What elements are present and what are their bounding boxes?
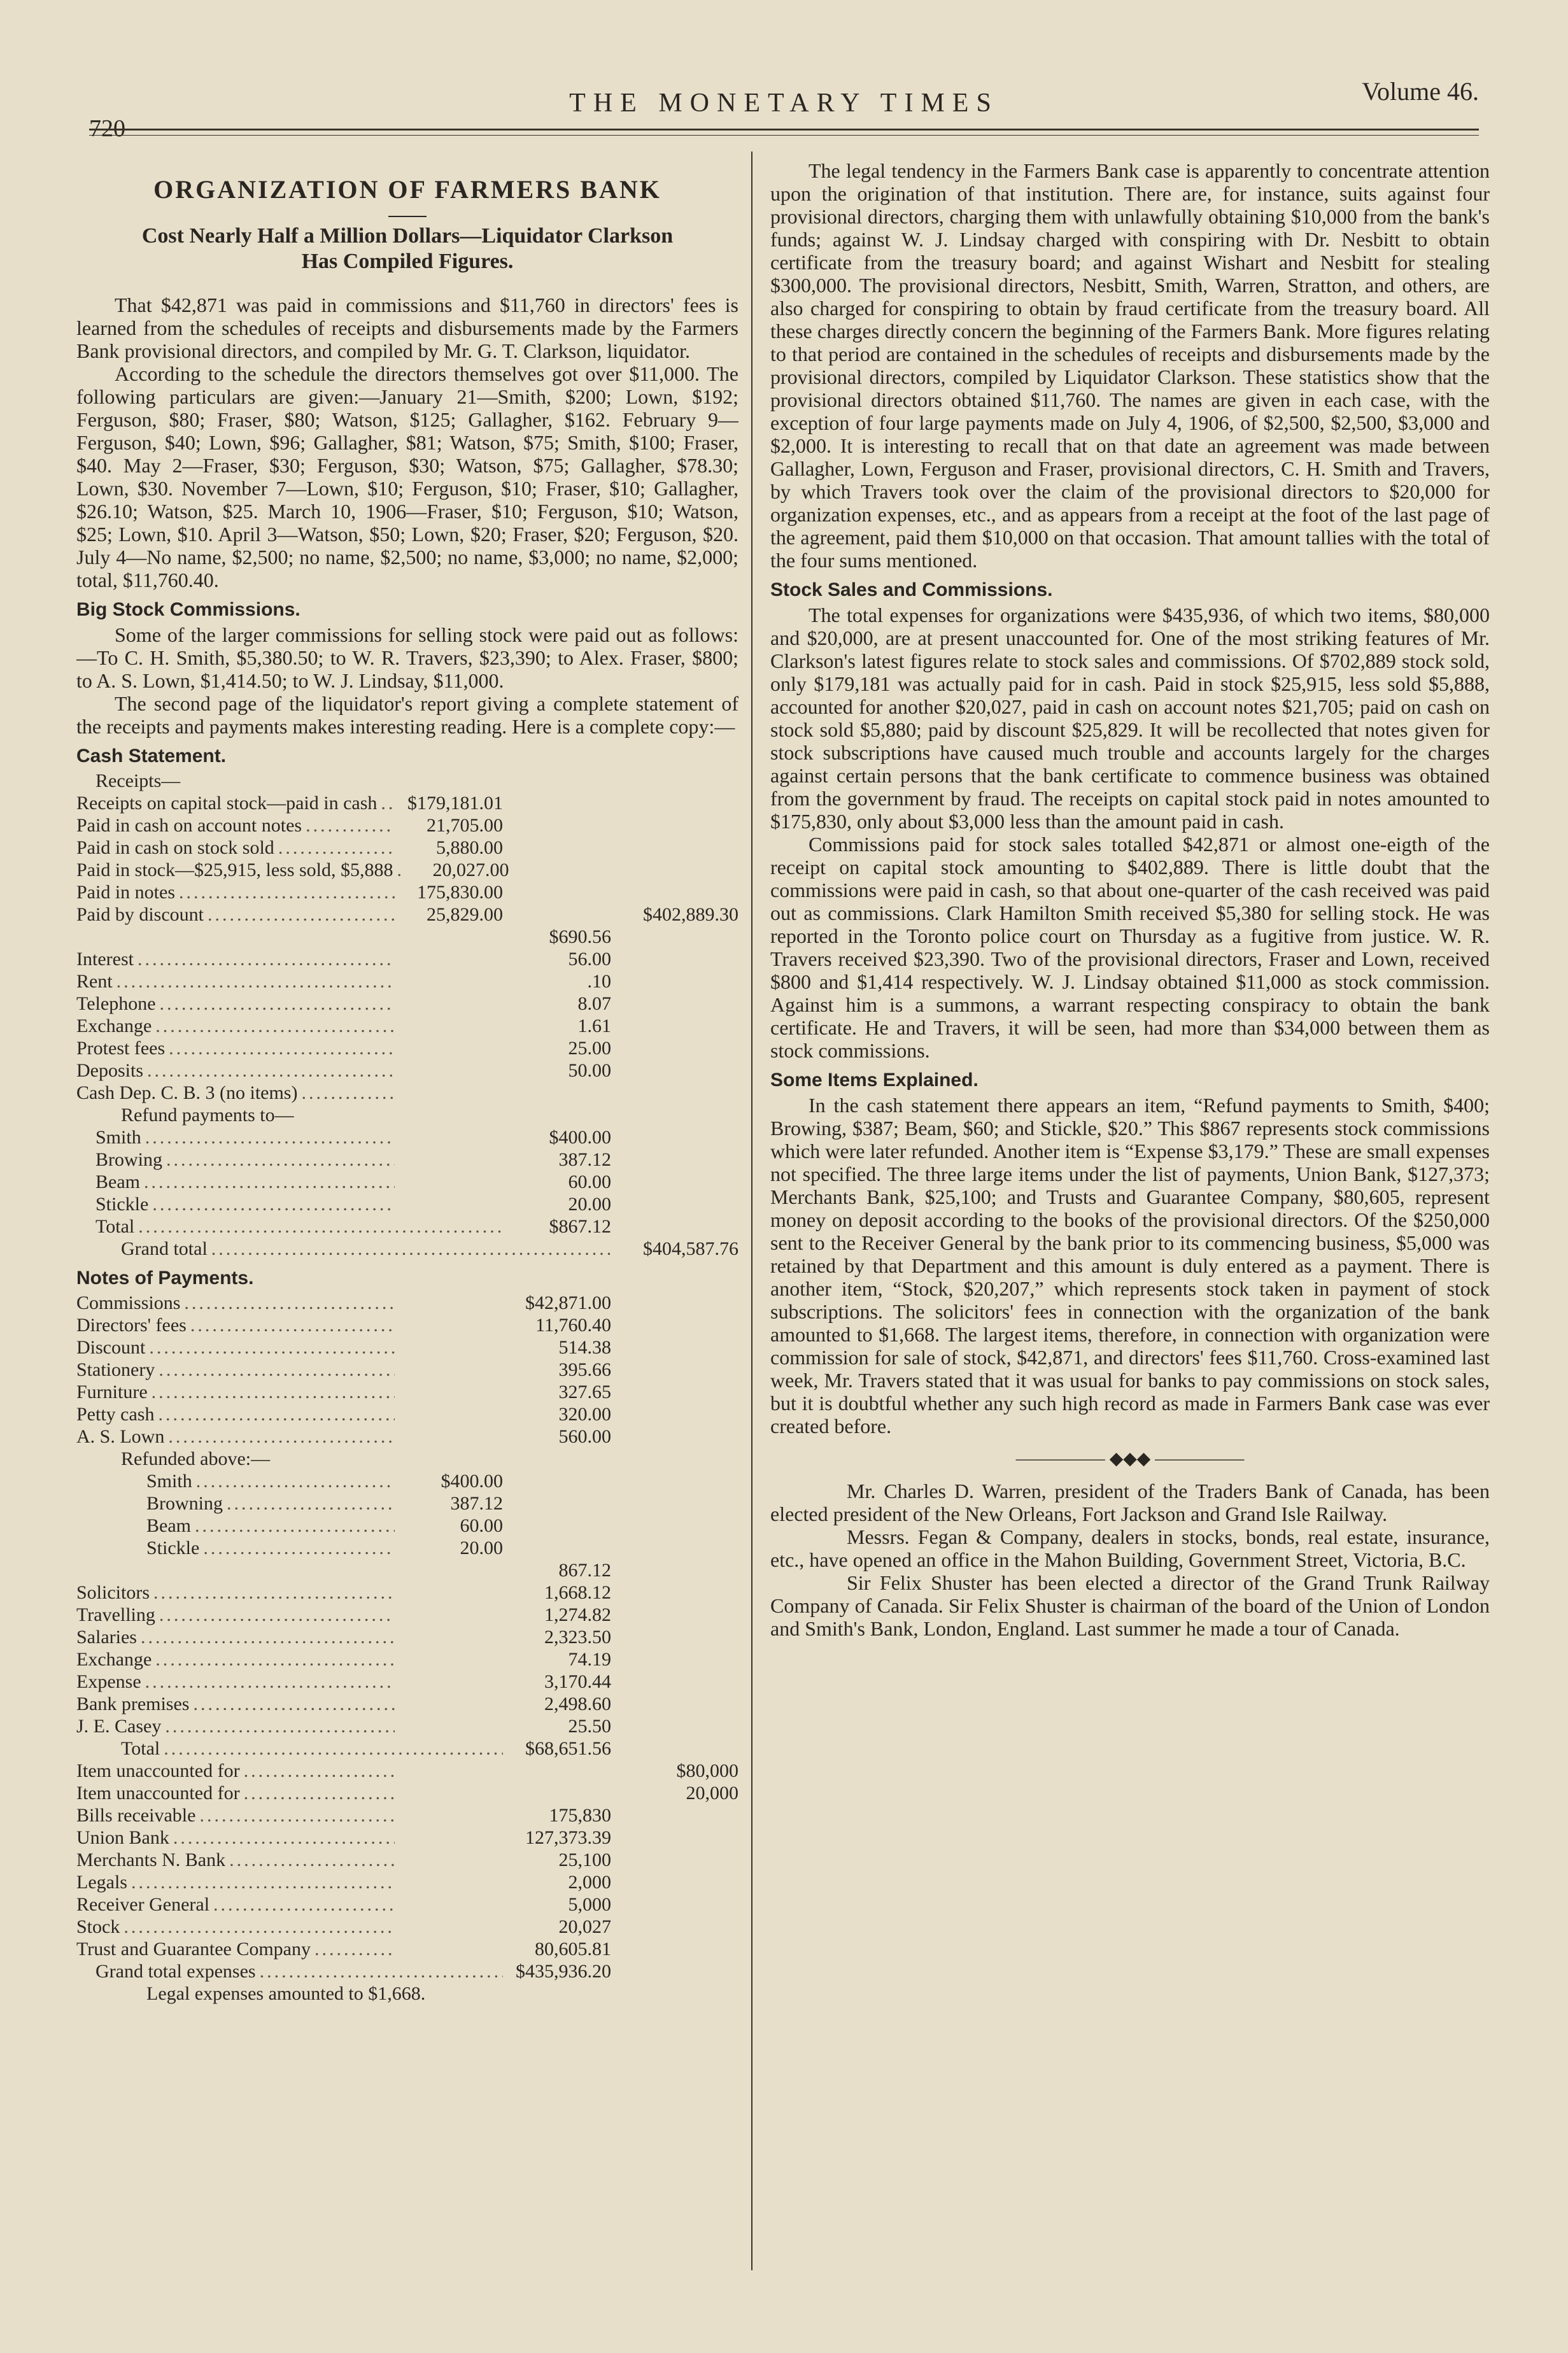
leader-dots bbox=[155, 1359, 395, 1381]
ledger-label: Legals bbox=[76, 1872, 127, 1893]
ledger-label: Directors' fees bbox=[76, 1315, 187, 1336]
article-subtitle bbox=[76, 223, 738, 274]
ledger-row bbox=[76, 1336, 738, 1359]
ledger-row bbox=[76, 1804, 738, 1827]
ledger-amount: 175,830 bbox=[549, 1805, 611, 1826]
ledger-row bbox=[76, 1059, 738, 1082]
section-heading: Some Items Explained. bbox=[770, 1070, 978, 1091]
left-column bbox=[76, 159, 738, 2270]
ledger-row bbox=[76, 1171, 738, 1193]
leader-dots bbox=[150, 1581, 395, 1604]
section-heading: Notes of Payments. bbox=[76, 1268, 254, 1289]
leader-dots bbox=[195, 1804, 395, 1827]
ledger-row bbox=[76, 1559, 738, 1581]
ledger-amount: 327.65 bbox=[558, 1381, 611, 1403]
ledger-label: Protest fees bbox=[76, 1038, 166, 1059]
leader-dots bbox=[377, 792, 395, 814]
ledger-label: Browning bbox=[146, 1493, 223, 1514]
ledger-label: Furniture bbox=[76, 1381, 148, 1403]
ledger-label: Bank premises bbox=[76, 1693, 190, 1714]
grand-total-value: $404,587.76 bbox=[643, 1238, 738, 1259]
ledger-label: Expense bbox=[76, 1671, 141, 1692]
ledger-label: A. S. Lown bbox=[76, 1426, 165, 1447]
ledger-amount: $402,889.30 bbox=[643, 904, 738, 925]
page-number: 720 bbox=[89, 115, 125, 142]
ledger-amount: 320.00 bbox=[558, 1404, 611, 1425]
ledger-amount: 1.61 bbox=[577, 1015, 611, 1036]
leader-dots bbox=[162, 1148, 395, 1171]
refund-table bbox=[76, 1126, 738, 1215]
leader-dots bbox=[140, 1171, 395, 1193]
ledger-amount: $179,181.01 bbox=[407, 793, 503, 814]
ledger-amount: 2,000 bbox=[568, 1872, 611, 1893]
ledger-row bbox=[76, 1403, 738, 1425]
ledger-amount: $42,871.00 bbox=[525, 1292, 611, 1313]
masthead bbox=[89, 76, 1479, 146]
ledger-amount: 2,498.60 bbox=[544, 1693, 611, 1714]
leader-dots bbox=[164, 1425, 395, 1448]
ledger-row bbox=[76, 1715, 738, 1737]
ledger-row bbox=[76, 1470, 738, 1492]
leader-dots bbox=[311, 1938, 395, 1960]
ledger-label: Merchants N. Bank bbox=[76, 1849, 226, 1870]
section-heading: Cash Statement. bbox=[76, 745, 227, 767]
leader-dots bbox=[152, 1015, 395, 1037]
leader-dots bbox=[141, 1671, 395, 1693]
ledger-total-row bbox=[76, 1737, 738, 1760]
leader-dots bbox=[209, 1893, 395, 1916]
legal-note: Legal expenses amounted to $1,668. bbox=[146, 1983, 426, 2004]
ledger-amount: 56.00 bbox=[568, 949, 611, 970]
leader-dots bbox=[191, 1515, 395, 1537]
leader-dots bbox=[152, 1648, 395, 1671]
ledger-row bbox=[76, 1359, 738, 1381]
right-column bbox=[770, 159, 1490, 2270]
news-item: Messrs. Fegan & Company, dealers in stocks, bonds, real estate, insurance, etc., have opened an office in the Mahon Building, Government Street, Victoria, B.C. bbox=[770, 1525, 1490, 1571]
ledger-total-row bbox=[76, 1960, 738, 1982]
section-heading: Big Stock Commissions. bbox=[76, 599, 300, 620]
ledger-row bbox=[76, 1581, 738, 1604]
ledger-amount: 1,274.82 bbox=[544, 1604, 611, 1625]
misc-table bbox=[76, 926, 738, 1104]
ledger-label: Stock bbox=[76, 1916, 120, 1937]
leader-dots bbox=[187, 1314, 395, 1336]
ledger-row bbox=[76, 1693, 738, 1715]
ledger-label: Trust and Guarantee Company bbox=[76, 1939, 311, 1960]
leader-dots bbox=[161, 1715, 395, 1737]
leader-dots bbox=[143, 1059, 395, 1082]
paragraph: That $42,871 was paid in commissions and $11,760 in directors' fees is learned from the schedules of receipts and disbursements made by the Farmers Bank provisional directors, and compiled by Mr. G. T. Clarkson, liquidator. bbox=[76, 293, 738, 362]
payments-table bbox=[76, 1292, 738, 1448]
ledger-amount: $400.00 bbox=[549, 1127, 611, 1148]
leader-dots bbox=[155, 1604, 395, 1626]
grand-total-label: Grand total bbox=[121, 1238, 208, 1259]
ledger-amount: $80,000 bbox=[676, 1760, 738, 1781]
leader-dots bbox=[180, 1292, 395, 1314]
leader-dots bbox=[127, 1871, 395, 1893]
ledger-row bbox=[76, 1126, 738, 1148]
ledger-row bbox=[76, 792, 738, 814]
ledger-note bbox=[76, 1982, 738, 2005]
ledger-row bbox=[76, 814, 738, 837]
ledger-amount: 20,027 bbox=[558, 1916, 611, 1937]
ledger-amount: $400.00 bbox=[441, 1471, 503, 1492]
ledger-row bbox=[76, 1037, 738, 1059]
ledger-amount: 11,760.40 bbox=[535, 1315, 611, 1336]
ledger-label: Paid by discount bbox=[76, 904, 204, 925]
cash-statement bbox=[76, 770, 738, 1260]
ledger-amount: $690.56 bbox=[549, 926, 611, 947]
leader-dots bbox=[240, 1760, 395, 1782]
ledger-label: Deposits bbox=[76, 1060, 143, 1081]
ledger-amount: 387.12 bbox=[450, 1493, 503, 1514]
leader-dots bbox=[148, 1193, 395, 1215]
column-divider bbox=[751, 152, 752, 2270]
paragraph: Some of the larger commissions for selling stock were paid out as follows:—To C. H. Smith, $5,380.50; to W. R. Travers, $23,390; to Alex. Fraser, $800; to A. S. Lown, $1,414.50; to W. J. Lindsay, $11,000. bbox=[76, 623, 738, 692]
paragraph: The legal tendency in the Farmers Bank case is apparently to concentrate attention upon the origination of that institution. There are, for instance, suits against four provisional directors, charging them with unlawfully obtaining $10,000 from the bank's funds; against W. J. Lindsay charged with conspiring with Dr. Nesbitt to obtain certificate from the treasury board; and against Wishart and Nesbitt for stealing $300,000. The provisional directors, Nesbitt, Smith, Warren, Stratton, and others, are also charged for conspiring to obtain by fraud certificate from the treasury board. All these charges directly concern the beginning of the Farmers Bank. More figures relating to that period are contained in the schedules of receipts and disbursements made by the provisional directors, compiled by Liquidator Clarkson. These statistics show that the provisional directors obtained $11,760. The names are given in each case, with the exception of four large payments made on July 4, 1906, of $2,500, $2,500, $3,000 and $2,000. It is interesting to recall that on that date an agreement was made between Gallagher, Lown, Ferguson and Fraser, provisional directors, C. H. Smith and Travers, by which Travers took over the claim of the provisional directors to $20,000 for organization expenses, etc., and as appears from a receipt at the foot of the last page of the agreement, paid them $10,000 on that occasion. That amount tallies with the total of the four sums mentioned. bbox=[770, 159, 1490, 572]
ledger-label: Salaries bbox=[76, 1627, 137, 1648]
total-value: $68,651.56 bbox=[525, 1738, 611, 1759]
ledger-amount: 74.19 bbox=[568, 1649, 611, 1670]
paragraph: In the cash statement there appears an item, “Refund payments to Smith, $400; Browing, $387; Beam, $60; and Stickle, $20.” This $867 represents stock commissions which were later refunded. Another item is “Expense $3,179.” These are small expenses not specified. The three large items under the list of payments, Union Bank, $127,373; Merchants Bank, $25,100; and Trusts and Guarantee Company, $80,605, represent money on deposit according to the books of the provisional directors. Of the $250,000 sent to the Receiver General by the bank prior to its commencing business, $5,000 was retained by that Department and this amount is duly entered as a payment. There is another item, “Stock, $20,207,” which represents stock taken in payment of stock subscriptions. The solicitors' fees in connection with the organization of the bank amounted to $1,668. The largest items, therefore, in connection with organization were commission for sale of stock, $42,871, and directors' fees $11,760. Cross-examined last week, Mr. Travers stated that it was usual for banks to pay commissions on stock sales, but it is doubtful whether any such high record as made in Farmers Bank case was ever created before. bbox=[770, 1094, 1490, 1438]
ledger-label: Item unaccounted for bbox=[76, 1783, 240, 1804]
leader-dots bbox=[223, 1492, 395, 1515]
refunded-label: Refunded above:— bbox=[121, 1448, 271, 1469]
ledger-row bbox=[76, 881, 738, 903]
ledger-label: Interest bbox=[76, 949, 134, 970]
leader-dots bbox=[192, 1470, 395, 1492]
ornament-divider: ――――― ◆◆◆ ――――― bbox=[1015, 1449, 1245, 1469]
total-value: $867.12 bbox=[549, 1216, 611, 1237]
journal-title: THE MONETARY TIMES bbox=[569, 88, 999, 118]
paragraph: The total expenses for organizations were $435,936, of which two items, $80,000 and $20,000, are at present unaccounted for. One of the most striking features of Mr. Clarkson's latest figures relate to stock sales and commissions. Of $702,889 stock sold, only $179,181 was actually paid for in cash. Paid in stock $25,915, less sold $5,888, accounted for another $20,027, paid in cash on account notes $21,705; paid on cash on stock sold $5,880; paid by discount $25,829. It will be recollected that notes given for stock subscriptions have caused much trouble and accounts largely for the charges against certain persons that the bank certificate to commence business was obtained from the government by fraud. The receipts on capital stock paid in notes amounted to $175,830, only about $3,000 less than the amount paid in cash. bbox=[770, 604, 1490, 833]
leader-dots bbox=[154, 1403, 395, 1425]
ledger-label: Receipts on capital stock—paid in cash bbox=[76, 793, 378, 814]
ledger-amount: 80,605.81 bbox=[535, 1939, 611, 1960]
paragraph: According to the schedule the directors themselves got over $11,000. The following particulars are given:—January 21—Smith, $200; Lown, $192; Ferguson, $80; Fraser, $80; Watson, $125; Gallagher, $162. February 9—Ferguson, $40; Lown, $96; Gallagher, $81; Watson, $75; Smith, $100; Fraser, $40. May 2—Fraser, $30; Ferguson, $30; Watson, $75; Gallagher, $78.30; Lown, $30. November 7—Lown, $10; Ferguson, $10; Fraser, $10; Gallagher, $26.10; Watson, $25. March 10, 1906—Fraser, $10; Ferguson, $10; Watson, $25; Lown, $10. April 3—Watson, $50; Lown, $20; Fraser, $20; Ferguson, $20. July 4—No name, $2,500; no name, $2,500; no name, $3,000; no name, $2,000; total, $11,760.40. bbox=[76, 362, 738, 591]
section-heading: Stock Sales and Commissions. bbox=[770, 579, 1053, 600]
ledger-row bbox=[76, 1871, 738, 1893]
ledger-heading bbox=[76, 770, 738, 792]
leader-dots bbox=[145, 1336, 395, 1359]
leader-dots bbox=[204, 903, 395, 926]
leader-dots bbox=[165, 1037, 395, 1059]
expenses-total-label: Grand total expenses bbox=[95, 1961, 256, 1982]
leader-dots bbox=[134, 948, 395, 970]
leader-dots bbox=[120, 1916, 395, 1938]
refunded-total: 867.12 bbox=[558, 1560, 611, 1581]
leader-dots bbox=[302, 814, 395, 837]
ledger-label: Browing bbox=[95, 1149, 162, 1170]
leader-dots bbox=[137, 1626, 395, 1648]
ledger-row bbox=[76, 1015, 738, 1037]
ledger-label: Travelling bbox=[76, 1604, 155, 1625]
ledger-row bbox=[76, 948, 738, 970]
ledger-amount: 20.00 bbox=[460, 1537, 503, 1558]
leader-dots bbox=[189, 1693, 395, 1715]
ledger-label: Beam bbox=[95, 1171, 140, 1192]
ledger-label: Paid in cash on account notes bbox=[76, 815, 302, 836]
ledger-row bbox=[76, 859, 738, 881]
ledger-row bbox=[76, 1938, 738, 1960]
ledger-row bbox=[76, 926, 738, 948]
news-item: Mr. Charles D. Warren, president of the Traders Bank of Canada, has been elected president of the New Orleans, Fort Jackson and Grand Isle Railway. bbox=[770, 1480, 1490, 1525]
ledger-amount: 8.07 bbox=[577, 993, 611, 1014]
ledger-row bbox=[76, 1515, 738, 1537]
ledger-amount: 514.38 bbox=[558, 1337, 611, 1358]
ledger-row bbox=[76, 1381, 738, 1403]
ledger-amount: 25,829.00 bbox=[427, 904, 503, 925]
ledger-row bbox=[76, 1849, 738, 1871]
ledger-label: Exchange bbox=[76, 1015, 152, 1036]
ledger-row bbox=[76, 1671, 738, 1693]
receipts-label: Receipts— bbox=[95, 770, 181, 791]
ledger-amount: 387.12 bbox=[558, 1149, 611, 1170]
ledger-amount: 21,705.00 bbox=[427, 815, 503, 836]
ledger-label: Rent bbox=[76, 971, 113, 992]
ledger-row bbox=[76, 970, 738, 993]
leader-dots bbox=[274, 837, 395, 859]
ledger-label: Beam bbox=[146, 1515, 191, 1536]
ledger-label: Telephone bbox=[76, 993, 156, 1014]
ledger-label: Receiver General bbox=[76, 1894, 210, 1915]
ledger-row bbox=[76, 1893, 738, 1916]
ledger-row bbox=[76, 1425, 738, 1448]
title-rule bbox=[388, 216, 427, 217]
masthead-rule bbox=[89, 129, 1479, 131]
ledger-row bbox=[76, 1193, 738, 1215]
leader-dots bbox=[148, 1381, 395, 1403]
total-label: Total bbox=[121, 1738, 160, 1759]
ledger-row bbox=[76, 1760, 738, 1782]
expenses-total-value: $435,936.20 bbox=[516, 1961, 611, 1982]
ledger-row bbox=[76, 993, 738, 1015]
ledger-row bbox=[76, 1492, 738, 1515]
ledger-amount: .10 bbox=[587, 971, 611, 992]
ledger-label: Commissions bbox=[76, 1292, 181, 1313]
leader-dots bbox=[156, 993, 395, 1015]
ledger-row bbox=[76, 1782, 738, 1804]
ledger-amount: 60.00 bbox=[460, 1515, 503, 1536]
unaccounted-table bbox=[76, 1760, 738, 1960]
ledger-label: Solicitors bbox=[76, 1582, 150, 1603]
ledger-label: Discount bbox=[76, 1337, 146, 1358]
leader-dots bbox=[240, 1782, 395, 1804]
ledger-label: Paid in stock—$25,915, less sold, $5,888 bbox=[76, 859, 393, 880]
ledger-label: Paid in cash on stock sold bbox=[76, 837, 274, 858]
refunded-table bbox=[76, 1470, 738, 1559]
volume-label: Volume 46. bbox=[1362, 77, 1479, 106]
paragraph: Commissions paid for stock sales totalled $42,871 or almost one-eigth of the receipt on capital stock amounting to $402,889. There is little doubt that the commissions were paid in cash, so that about one-quarter of the cash received was paid out as commissions. Clark Hamilton Smith received $5,380 for selling stock. He was reported in the Toronto police court on Thursday as a fugitive from justice. W. R. Travers received $23,390. Two of the provisional directors, Fraser and Lown, received $800 and $1,414 respectively. W. J. Lindsay obtained $11,000 as stock commission. Against him is a summons, a warrant respecting conspiracy to obtain the bank certificate. He and Travers, it will be seen, had more than $34,000 between them as stock commissions. bbox=[770, 833, 1490, 1062]
ledger-label: Smith bbox=[146, 1471, 192, 1492]
ledger-row bbox=[76, 1082, 738, 1104]
ledger-row bbox=[76, 1537, 738, 1559]
leader-dots bbox=[199, 1537, 395, 1559]
ledger-row bbox=[76, 837, 738, 859]
leader-dots bbox=[393, 859, 401, 881]
ledger-label: J. E. Casey bbox=[76, 1716, 162, 1737]
ledger-amount: 5,000 bbox=[568, 1894, 611, 1915]
leader-dots bbox=[225, 1849, 395, 1871]
ledger-total-row bbox=[76, 1215, 738, 1238]
total-label: Total bbox=[95, 1216, 135, 1237]
ledger-row bbox=[76, 1648, 738, 1671]
ledger-row bbox=[76, 903, 738, 926]
ledger-label: Exchange bbox=[76, 1649, 152, 1670]
ledger-amount: 560.00 bbox=[558, 1426, 611, 1447]
ledger-amount: 20,027.00 bbox=[432, 859, 509, 880]
ledger-amount: 60.00 bbox=[568, 1171, 611, 1192]
subtitle-line-2: Has Compiled Figures. bbox=[301, 250, 514, 273]
ledger-label: Stickle bbox=[95, 1194, 149, 1215]
ledger-label: Bills receivable bbox=[76, 1805, 196, 1826]
refund-label: Refund payments to— bbox=[121, 1105, 294, 1126]
ledger-amount: 25.00 bbox=[568, 1038, 611, 1059]
ledger-amount: 50.00 bbox=[568, 1060, 611, 1081]
ledger-amount: 127,373.39 bbox=[525, 1827, 611, 1848]
masthead-rule-thin bbox=[89, 135, 1479, 136]
news-item: Sir Felix Shuster has been elected a director of the Grand Trunk Railway Company of Canada. Sir Felix Shuster is chairman of the board of the Union of London and Smith's Bank, London, England. Last summer he made a tour of Canada. bbox=[770, 1571, 1490, 1640]
ledger-label: Smith bbox=[95, 1127, 141, 1148]
ledger-label: Item unaccounted for bbox=[76, 1760, 240, 1781]
leader-dots bbox=[141, 1126, 395, 1148]
ledger-amount: 25.50 bbox=[568, 1716, 611, 1737]
ledger-row bbox=[76, 1827, 738, 1849]
ledger-heading bbox=[76, 1104, 738, 1126]
ledger-amount: 395.66 bbox=[558, 1359, 611, 1380]
ledger-amount: 1,668.12 bbox=[544, 1582, 611, 1603]
ledger-amount: 3,170.44 bbox=[544, 1671, 611, 1692]
ledger-label: Cash Dep. C. B. 3 (no items) bbox=[76, 1082, 298, 1103]
ledger-row bbox=[76, 1916, 738, 1938]
ledger-amount: 25,100 bbox=[558, 1849, 611, 1870]
ledger-row bbox=[76, 1292, 738, 1314]
ledger-label: Union Bank bbox=[76, 1827, 169, 1848]
payments-table-2 bbox=[76, 1581, 738, 1737]
leader-dots bbox=[113, 970, 395, 993]
ledger-row bbox=[76, 1626, 738, 1648]
ledger-row bbox=[76, 1604, 738, 1626]
ledger-amount: 175,830.00 bbox=[417, 882, 503, 903]
ledger-row bbox=[76, 1314, 738, 1336]
ledger-amount: 2,323.50 bbox=[544, 1627, 611, 1648]
ledger-label: Stickle bbox=[146, 1537, 200, 1558]
ledger-heading bbox=[76, 1448, 738, 1470]
article-title: ORGANIZATION OF FARMERS BANK bbox=[153, 175, 661, 204]
notes-of-payments bbox=[76, 1292, 738, 2005]
ledger-label: Paid in notes bbox=[76, 882, 175, 903]
leader-dots bbox=[297, 1082, 395, 1104]
receipts-table bbox=[76, 792, 738, 926]
ledger-row bbox=[76, 1148, 738, 1171]
ledger-amount: 5,880.00 bbox=[436, 837, 503, 858]
leader-dots bbox=[175, 881, 395, 903]
paragraph: The second page of the liquidator's report giving a complete statement of the receipts and payments makes interesting reading. Here is a complete copy:— bbox=[76, 692, 738, 738]
subtitle-line-1: Cost Nearly Half a Million Dollars—Liquidator Clarkson bbox=[141, 224, 674, 248]
ledger-amount: 20.00 bbox=[568, 1194, 611, 1215]
leader-dots bbox=[169, 1827, 395, 1849]
ledger-label: Petty cash bbox=[76, 1404, 155, 1425]
ledger-label: Stationery bbox=[76, 1359, 155, 1380]
ledger-amount: 20,000 bbox=[686, 1783, 738, 1804]
ledger-total-row bbox=[76, 1238, 738, 1260]
